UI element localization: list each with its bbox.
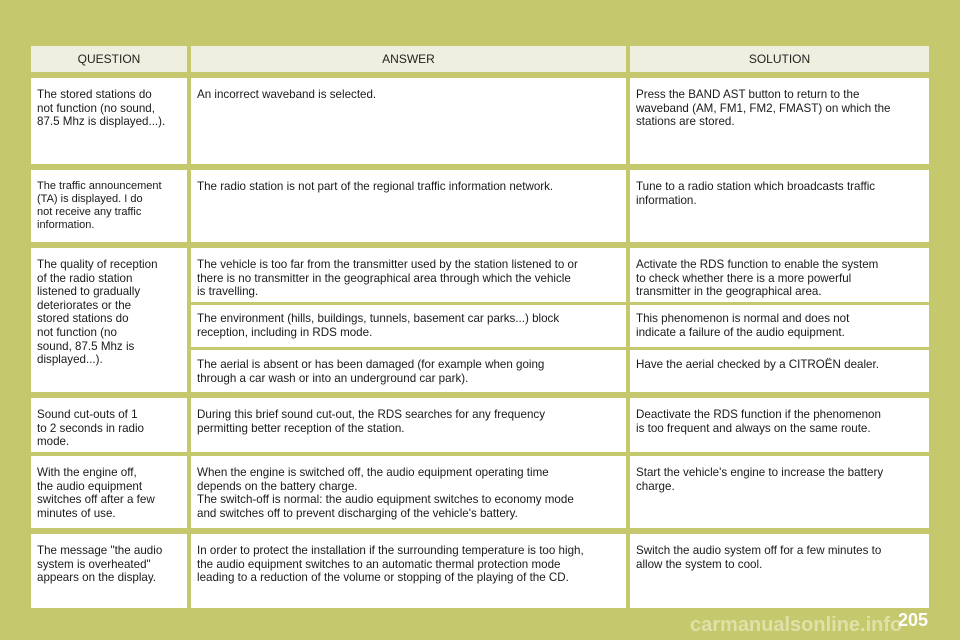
answer-line: the audio equipment switches to an automatic thermal protection mode: [197, 557, 561, 571]
solution-line: transmitter in the geographical area.: [636, 285, 822, 299]
header-question: QUESTION: [31, 46, 187, 72]
solution-line: Tune to a radio station which broadcasts traffic: [636, 180, 876, 193]
solution-cell: [630, 456, 929, 528]
question-cell: [31, 170, 187, 242]
answer-line: In order to protect the installation if the surrounding temperature is too high,: [197, 544, 584, 557]
answer-cell: [191, 78, 626, 164]
answer-line: there is no transmitter in the geographical area through which the vehicle: [197, 271, 571, 285]
answer-line: During this brief sound cut-out, the RDS searches for any frequency: [197, 408, 545, 421]
solution-line: allow the system to cool.: [636, 557, 763, 571]
solution-line: Deactivate the RDS function if the phenomenon: [636, 408, 881, 421]
solution-line: stations are stored.: [636, 115, 735, 129]
question-line: stored stations do: [37, 312, 129, 326]
answer-line: When the engine is switched off, the audio equipment operating time: [197, 466, 549, 479]
solution-cell: [630, 78, 929, 164]
question-line: listened to gradually: [37, 285, 141, 299]
solution-line: Activate the RDS function to enable the system: [636, 258, 879, 271]
question-line: The message "the audio: [37, 544, 163, 557]
answer-line: is travelling.: [197, 285, 259, 299]
question-line: not function (no: [37, 325, 117, 339]
question-line: (TA) is displayed. I do: [37, 193, 143, 205]
answer-line: and switches off to prevent discharging of the vehicle's battery.: [197, 506, 518, 520]
question-line: to 2 seconds in radio: [37, 421, 144, 435]
question-cell: [31, 456, 187, 528]
question-line: 87.5 Mhz is displayed...).: [37, 115, 166, 129]
answer-line: The radio station is not part of the regional traffic information network.: [197, 180, 554, 193]
question-line: The stored stations do: [37, 88, 152, 101]
solution-cell: [630, 305, 929, 347]
answer-cell: [191, 398, 626, 452]
answer-cell: [191, 170, 626, 242]
answer-line: permitting better reception of the station.: [197, 421, 405, 435]
answer-cell: [191, 305, 626, 347]
question-line: not receive any traffic: [37, 206, 142, 218]
question-line: minutes of use.: [37, 506, 116, 520]
solution-cell: [630, 350, 929, 392]
question-line: sound, 87.5 Mhz is: [37, 339, 135, 353]
answer-line: depends on the battery charge.: [197, 479, 358, 493]
solution-cell: [630, 170, 929, 242]
question-line: system is overheated": [37, 557, 151, 571]
answer-line: reception, including in RDS mode.: [197, 325, 373, 339]
solution-line: is too frequent and always on the same route.: [636, 421, 871, 435]
question-cell: [31, 398, 187, 452]
solution-line: information.: [636, 193, 697, 207]
solution-line: Start the vehicle's engine to increase the battery: [636, 466, 884, 479]
answer-line: The aerial is absent or has been damaged (for example when going: [197, 358, 545, 371]
question-line: displayed...).: [37, 353, 103, 367]
answer-line: The vehicle is too far from the transmitter used by the station listened to or: [197, 258, 578, 271]
question-line: With the engine off,: [37, 466, 137, 479]
watermark: carmanualsonline.info: [690, 614, 903, 636]
solution-line: This phenomenon is normal and does not: [636, 312, 850, 325]
question-line: information.: [37, 219, 95, 231]
solution-line: indicate a failure of the audio equipment.: [636, 325, 845, 339]
answer-cell: [191, 534, 626, 608]
answer-line: The environment (hills, buildings, tunnels, basement car parks...) block: [197, 312, 560, 325]
question-line: not function (no sound,: [37, 101, 155, 115]
question-cell: [31, 534, 187, 608]
question-cell: [31, 248, 187, 392]
answer-cell: [191, 350, 626, 392]
question-cell: [31, 78, 187, 164]
answer-cell: [191, 248, 626, 302]
question-line: appears on the display.: [37, 571, 157, 585]
answer-cell: [191, 456, 626, 528]
question-line: of the radio station: [37, 271, 133, 285]
solution-line: Press the BAND AST button to return to the: [636, 88, 860, 101]
answer-line: An incorrect waveband is selected.: [197, 88, 377, 101]
header-answer: ANSWER: [191, 46, 626, 72]
question-line: the audio equipment: [37, 479, 143, 493]
question-line: deteriorates or the: [37, 298, 132, 312]
page-number: 205: [898, 610, 929, 630]
solution-cell: [630, 398, 929, 452]
solution-line: Switch the audio system off for a few minutes to: [636, 544, 882, 557]
solution-line: to check whether there is a more powerful: [636, 271, 852, 285]
question-line: switches off after a few: [37, 493, 155, 507]
question-line: The traffic announcement: [37, 180, 162, 192]
answer-line: through a car wash or into an underground car park).: [197, 371, 469, 385]
answer-line: leading to a reduction of the volume or stopping of the playing of the CD.: [197, 571, 569, 585]
solution-cell: [630, 534, 929, 608]
solution-line: Have the aerial checked by a CITROËN dealer.: [636, 358, 879, 371]
header-solution: SOLUTION: [630, 46, 929, 72]
solution-cell: [630, 248, 929, 302]
answer-line: The switch-off is normal: the audio equipment switches to economy mode: [197, 493, 574, 507]
question-line: Sound cut-outs of 1: [37, 408, 138, 421]
solution-line: charge.: [636, 479, 675, 493]
solution-line: waveband (AM, FM1, FM2, FMAST) on which the: [636, 101, 891, 115]
question-line: mode.: [37, 435, 70, 449]
question-line: The quality of reception: [37, 258, 158, 271]
